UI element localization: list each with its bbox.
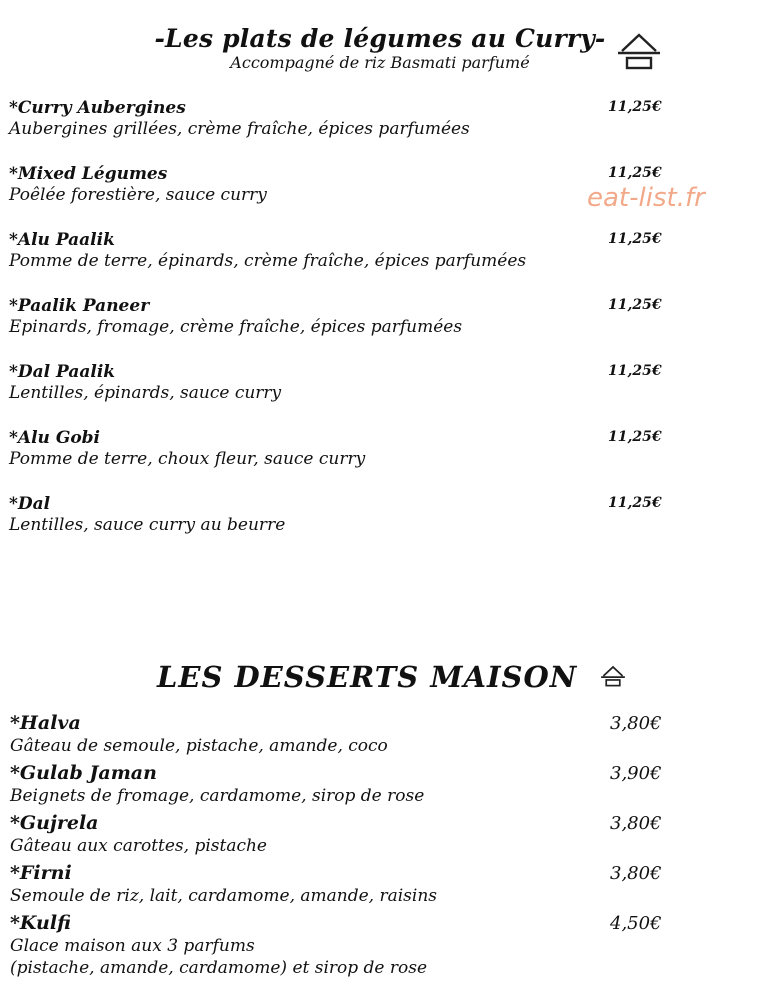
desserts-section-title: LES DESSERTS MAISON xyxy=(157,660,578,694)
item-description: Pomme de terre, choux fleur, sauce curry xyxy=(9,449,366,469)
house-logo-icon xyxy=(600,665,626,687)
watermark-text: eat-list.fr xyxy=(587,183,705,213)
curry-section-title: -Les plats de légumes au Curry- xyxy=(154,24,606,53)
item-price: 11,25€ xyxy=(608,231,662,247)
item-price: 11,25€ xyxy=(608,429,662,445)
item-description: Pomme de terre, épinards, crème fraîche, épices parfumées xyxy=(9,251,527,271)
item-name: *Dal xyxy=(9,494,51,514)
item-description: Gâteau aux carottes, pistache xyxy=(10,836,267,856)
item-price: 3,80€ xyxy=(610,813,662,834)
item-price: 11,25€ xyxy=(608,297,662,313)
item-name: *Curry Aubergines xyxy=(9,98,186,118)
item-price: 3,90€ xyxy=(610,763,662,784)
item-price: 11,25€ xyxy=(608,99,662,115)
item-description: Lentilles, épinards, sauce curry xyxy=(9,383,282,403)
item-description-line-2: (pistache, amande, cardamome) et sirop de rose xyxy=(10,958,428,978)
item-description: Aubergines grillées, crème fraîche, épices parfumées xyxy=(9,119,470,139)
item-description: Beignets de fromage, cardamome, sirop de rose xyxy=(10,786,425,806)
item-price: 11,25€ xyxy=(608,363,662,379)
item-description: Epinards, fromage, crème fraîche, épices parfumées xyxy=(9,317,463,337)
item-price: 4,50€ xyxy=(610,913,662,934)
item-description: Gâteau de semoule, pistache, amande, coco xyxy=(10,736,388,756)
menu-item xyxy=(9,428,709,470)
dessert-item xyxy=(10,761,710,807)
item-price: 11,25€ xyxy=(608,165,662,181)
item-name: *Mixed Légumes xyxy=(9,164,168,184)
item-description: Lentilles, sauce curry au beurre xyxy=(9,515,286,535)
house-logo-icon xyxy=(616,32,662,70)
item-price: 11,25€ xyxy=(608,495,662,511)
curry-section-subtitle: Accompagné de riz Basmati parfumé xyxy=(230,53,530,72)
item-name: *Gulab Jaman xyxy=(10,762,157,784)
item-name: *Halva xyxy=(10,712,81,734)
item-description: Glace maison aux 3 parfums xyxy=(10,936,255,956)
item-description: Semoule de riz, lait, cardamome, amande, raisins xyxy=(10,886,438,906)
item-name: *Alu Paalik xyxy=(9,230,115,250)
item-name: *Firni xyxy=(10,862,72,884)
dessert-item xyxy=(10,811,710,857)
menu-item xyxy=(9,164,709,206)
item-price: 3,80€ xyxy=(610,713,662,734)
menu-item xyxy=(9,230,709,272)
menu-item xyxy=(9,362,709,404)
item-name: *Paalik Paneer xyxy=(9,296,150,316)
item-name: *Gujrela xyxy=(10,812,99,834)
menu-item xyxy=(9,98,709,140)
menu-item xyxy=(9,494,709,536)
item-name: *Kulfi xyxy=(10,912,71,934)
item-description: Poêlée forestière, sauce curry xyxy=(9,185,267,205)
dessert-item xyxy=(10,861,710,907)
menu-item xyxy=(9,296,709,338)
item-name: *Alu Gobi xyxy=(9,428,101,448)
item-name: *Dal Paalik xyxy=(9,362,116,382)
dessert-item xyxy=(10,711,710,757)
dessert-item xyxy=(10,911,710,979)
item-price: 3,80€ xyxy=(610,863,662,884)
